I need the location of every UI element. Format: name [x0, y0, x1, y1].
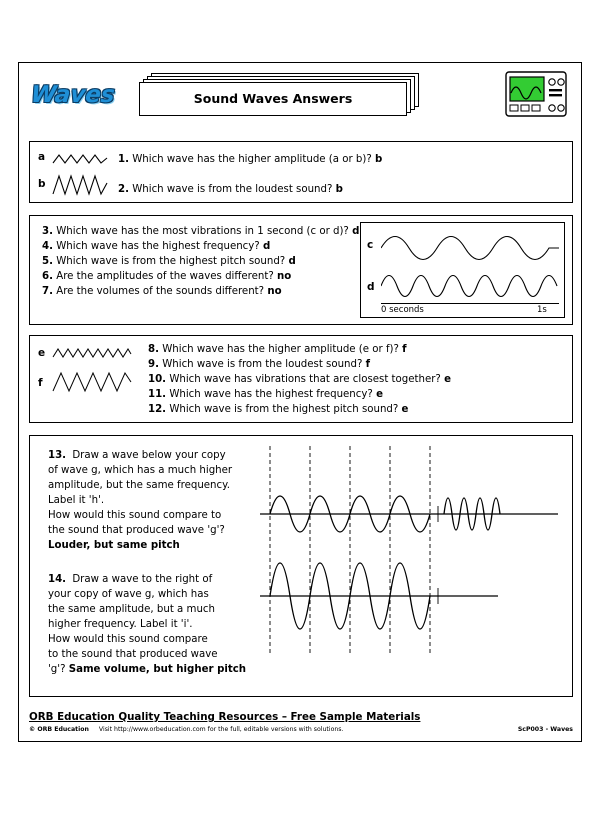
- footer-copyright: © ORB Education: [29, 726, 89, 733]
- question-3-number: 3.: [42, 226, 53, 237]
- question-1-answer: b: [375, 154, 383, 165]
- task-13-line-1: Draw a wave below your copy: [72, 450, 226, 461]
- question-7-text: Are the volumes of the sounds different?: [56, 286, 265, 297]
- section-1-box: [29, 141, 573, 203]
- question-8: [148, 342, 407, 357]
- question-2-answer: b: [335, 184, 343, 195]
- task-14-line-3: the same amplitude, but a much: [48, 604, 215, 615]
- wave-label-f: f: [38, 377, 43, 389]
- question-8-answer: f: [402, 344, 407, 355]
- question-9-text: Which wave is from the loudest sound?: [162, 359, 363, 370]
- question-3-answer: d: [352, 226, 360, 237]
- question-7-number: 7.: [42, 286, 53, 297]
- question-10: [148, 372, 451, 387]
- axis-label-left: 0 seconds: [381, 305, 424, 315]
- chart-axis-line: [381, 303, 559, 304]
- waves-cd-chart: [360, 222, 565, 318]
- question-10-number: 10.: [148, 374, 167, 385]
- question-6-answer: no: [277, 271, 292, 282]
- page-title: Sound Waves Answers: [193, 91, 353, 106]
- task-13-number: 13.: [48, 450, 67, 461]
- task-14-line-1: Draw a wave to the right of: [72, 574, 213, 585]
- wave-e-graphic: [52, 344, 132, 362]
- wave-f-graphic: [52, 368, 132, 396]
- wave-label-e: e: [38, 347, 46, 359]
- task-13-line-2: of wave g, which has a much higher: [48, 465, 233, 476]
- task-13-line-4: Label it 'h'.: [48, 495, 105, 506]
- question-11: [148, 387, 383, 402]
- question-7-answer: no: [267, 286, 282, 297]
- question-5: [42, 254, 296, 269]
- wave-d-graphic: [381, 268, 559, 304]
- question-1-number: 1.: [118, 154, 129, 165]
- wave-label-c: c: [367, 239, 374, 251]
- question-8-text: Which wave has the higher amplitude (e or f)?: [162, 344, 399, 355]
- question-10-answer: e: [444, 374, 452, 385]
- wave-label-b: b: [38, 178, 46, 190]
- oscilloscope-icon: [505, 71, 567, 117]
- task-14-number: 14.: [48, 574, 67, 585]
- task-14-line-6: to the sound that produced wave: [48, 649, 218, 660]
- question-12: [148, 402, 408, 417]
- footer-visit: Visit http://www.orbeducation.com for the full, editable versions with solutions.: [98, 726, 344, 733]
- question-9-number: 9.: [148, 359, 159, 370]
- question-5-answer: d: [288, 256, 296, 267]
- question-12-number: 12.: [148, 404, 167, 415]
- wave-a-graphic: [52, 148, 108, 168]
- wave-label-a: a: [38, 151, 46, 163]
- wave-label-d: d: [367, 281, 375, 293]
- question-7: [42, 284, 282, 299]
- question-12-text: Which wave is from the highest pitch sound?: [169, 404, 399, 415]
- task-13-answer: Louder, but same pitch: [48, 540, 180, 551]
- question-4: [42, 239, 270, 254]
- wave-b-graphic: [52, 171, 108, 199]
- question-2: [118, 182, 343, 197]
- question-2-text: Which wave is from the loudest sound?: [132, 184, 333, 195]
- title-paper-stack: [139, 73, 419, 115]
- question-4-number: 4.: [42, 241, 53, 252]
- task-14-line-2: your copy of wave g, which has: [48, 589, 209, 600]
- waves-logo: [31, 75, 117, 115]
- task-13-line-3: amplitude, but the same frequency.: [48, 480, 230, 491]
- question-8-number: 8.: [148, 344, 159, 355]
- section-3-box: [29, 335, 573, 423]
- task-13-line-5: How would this sound compare to: [48, 510, 222, 521]
- question-1-text: Which wave has the higher amplitude (a or b)?: [132, 154, 372, 165]
- task-13-line-6: the sound that produced wave 'g'?: [48, 525, 225, 536]
- footer-title: ORB Education Quality Teaching Resources – Free Sample Materials: [29, 711, 421, 723]
- task-14-line-7: 'g'?: [48, 664, 66, 675]
- question-9-answer: f: [365, 359, 371, 370]
- question-11-text: Which wave has the highest frequency?: [169, 389, 373, 400]
- waves-logo-text: Waves: [29, 82, 116, 108]
- footer-code: ScP003 - Waves: [517, 726, 573, 733]
- question-6-number: 6.: [42, 271, 53, 282]
- question-3-text: Which wave has the most vibrations in 1 second (c or d)?: [56, 226, 349, 237]
- question-6-text: Are the amplitudes of the waves different?: [56, 271, 274, 282]
- question-11-number: 11.: [148, 389, 167, 400]
- question-11-answer: e: [376, 389, 383, 400]
- wave-c-graphic: [381, 229, 559, 267]
- axis-label-right: 1s: [537, 305, 547, 315]
- task-14-line-5: How would this sound compare: [48, 634, 208, 645]
- worksheet-page: [18, 62, 582, 742]
- question-5-number: 5.: [42, 256, 53, 267]
- task-14-line-4: higher frequency. Label it 'i'.: [48, 619, 193, 630]
- question-6: [42, 269, 291, 284]
- question-10-text: Which wave has vibrations that are closest together?: [169, 374, 441, 385]
- page-header: [19, 63, 581, 125]
- section-2-box: [29, 215, 573, 325]
- section-4-box: [29, 435, 573, 697]
- question-3: [42, 224, 359, 239]
- task-14: [48, 572, 248, 677]
- task-13: [48, 448, 248, 553]
- question-12-answer: e: [401, 404, 409, 415]
- wave-drawing-area: [258, 444, 564, 688]
- question-5-text: Which wave is from the highest pitch sound?: [56, 256, 286, 267]
- question-4-text: Which wave has the highest frequency?: [56, 241, 260, 252]
- question-9: [148, 357, 370, 372]
- question-1: [118, 152, 382, 167]
- question-4-answer: d: [262, 241, 271, 252]
- page-footer: [29, 711, 573, 733]
- question-2-number: 2.: [118, 184, 129, 195]
- task-14-answer: Same volume, but higher pitch: [68, 664, 247, 675]
